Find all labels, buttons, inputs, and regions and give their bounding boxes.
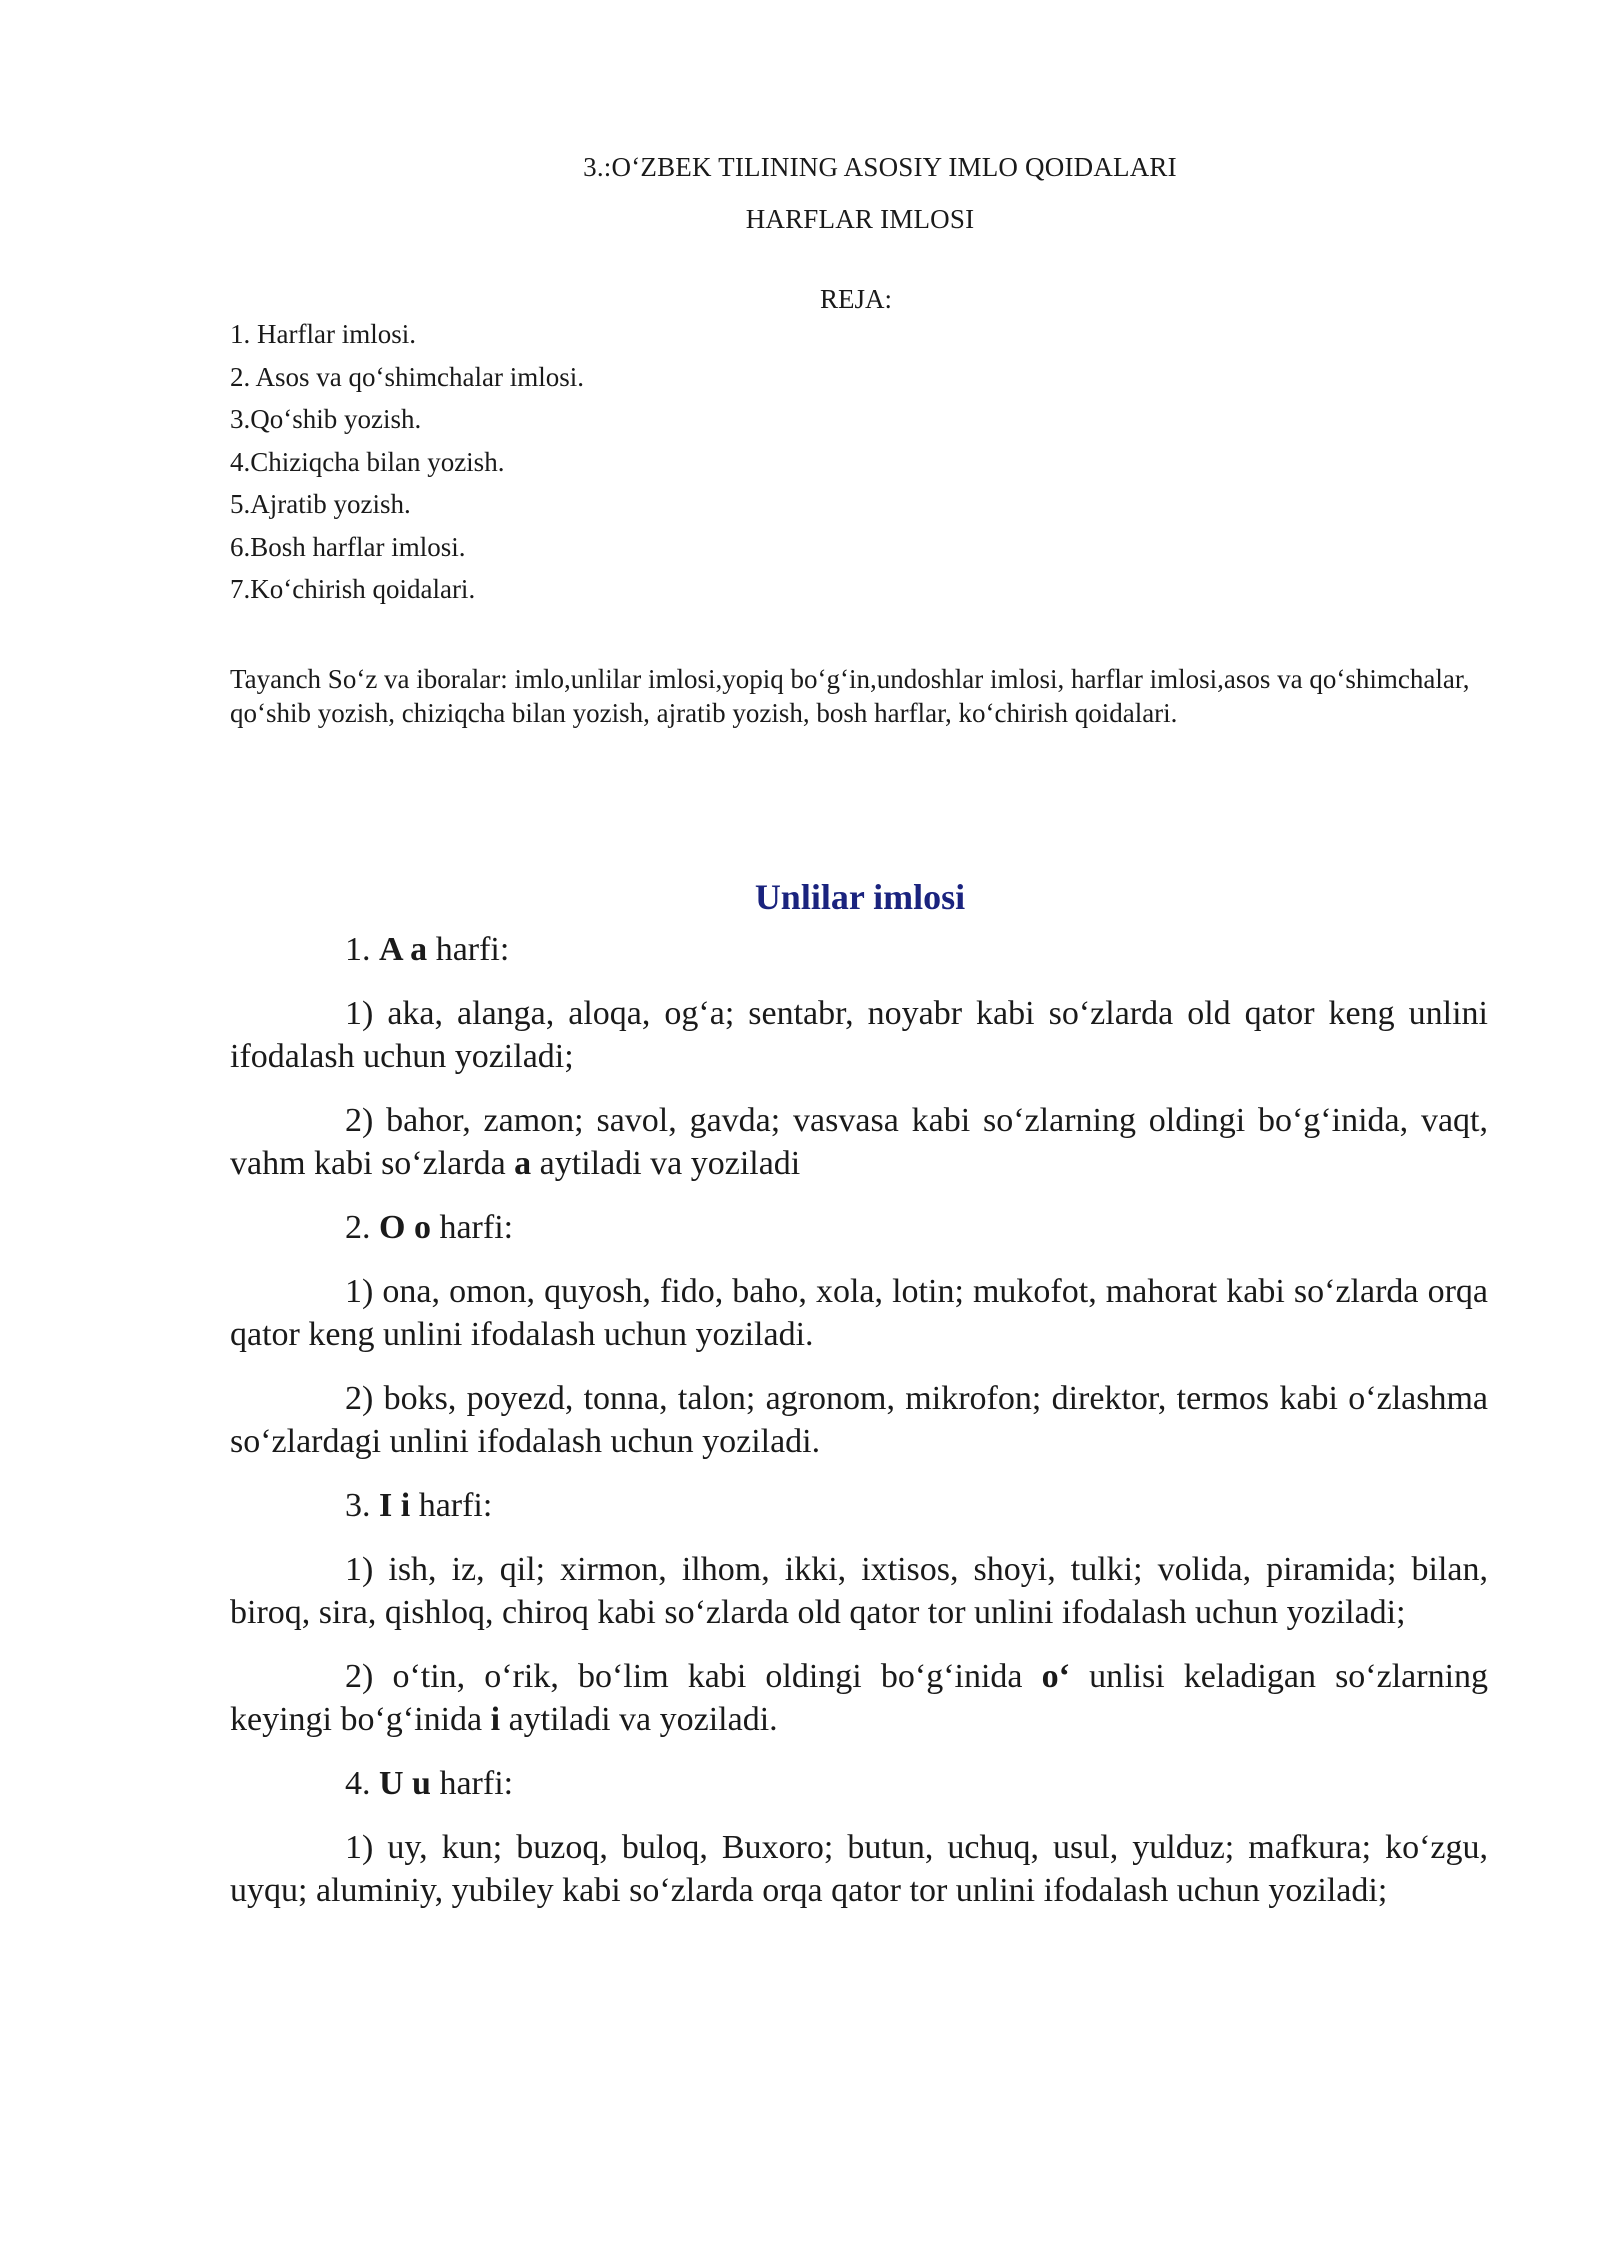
plan-item: 3.Qo‘shib yozish. bbox=[230, 404, 422, 434]
keywords-paragraph: Tayanch So‘z va iboralar: imlo,unlilar imlosi,yopiq bo‘g‘in,undoshlar imlosi, harflar imlosi,asos va qo‘shimchalar, qo‘shib yozish, chiziqcha bilan yozish, ajratib yozish, bosh harflar, ko‘chirish qoidalari. bbox=[230, 664, 1470, 728]
plan-item: 5.Ajratib yozish. bbox=[230, 489, 411, 519]
rule-paragraph: 2) o‘tin, o‘rik, bo‘lim kabi oldingi bo‘g‘inida o‘ unlisi keladigan so‘zlarning keyingi bo‘g‘inida i aytiladi va yoziladi. bbox=[230, 1658, 1489, 1738]
rule-paragraph: 1) ona, omon, quyosh, fido, baho, xola, lotin; mukofot, mahorat kabi so‘zlarda orqa qator keng unlini ifodalash uchun yoziladi. bbox=[230, 1273, 1488, 1353]
letter-heading-i bbox=[230, 1484, 1488, 1527]
letter-glyph: A a bbox=[379, 931, 428, 968]
letter-suffix: harfi: bbox=[418, 1487, 493, 1524]
letter-suffix: harfi: bbox=[439, 1765, 514, 1802]
letter-heading-u bbox=[230, 1762, 1488, 1805]
letter-number: 1. bbox=[345, 931, 371, 968]
rule-paragraph: 1) ish, iz, qil; xirmon, ilhom, ikki, ixtisos, shoyi, tulki; volida, piramida; bilan, biroq, sira, qishloq, chiroq kabi so‘zlarda old qator tor unlini ifodalash uchun yoziladi; bbox=[230, 1551, 1488, 1631]
plan-item: 4.Chiziqcha bilan yozish. bbox=[230, 446, 505, 477]
letter-glyph: I i bbox=[379, 1487, 411, 1524]
plan-label: REJA: bbox=[820, 284, 893, 314]
plan-item: 6.Bosh harflar imlosi. bbox=[230, 531, 466, 562]
letter-suffix: harfi: bbox=[435, 931, 510, 968]
letter-heading-a bbox=[230, 928, 1488, 971]
letter-number: 2. bbox=[345, 1209, 371, 1246]
plan-item: 7.Ko‘chirish qoidalari. bbox=[230, 574, 476, 604]
letter-suffix: harfi: bbox=[439, 1209, 514, 1246]
letter-number: 4. bbox=[345, 1765, 371, 1802]
letter-heading-o bbox=[230, 1206, 1488, 1249]
rule-paragraph: 2) boks, poyezd, tonna, talon; agronom, mikrofon; direktor, termos kabi o‘zlashma so‘zlardagi unlini ifodalash uchun yoziladi. bbox=[230, 1380, 1488, 1460]
section-heading: Unlilar imlosi bbox=[754, 877, 966, 917]
plan-item: 1. Harflar imlosi. bbox=[230, 319, 416, 349]
plan-list bbox=[230, 318, 584, 616]
rule-paragraph: 1) uy, kun; buzoq, buloq, Buxoro; butun, uchuq, usul, yulduz; mafkura; ko‘zgu, uyqu; aluminiy, yubiley kabi so‘zlarda orqa qator tor unlini ifodalash uchun yoziladi; bbox=[230, 1829, 1488, 1909]
letter-number: 3. bbox=[345, 1487, 371, 1524]
letter-glyph: U u bbox=[379, 1765, 431, 1802]
rule-paragraph: 2) bahor, zamon; savol, gavda; vasvasa kabi so‘zlarning oldingi bo‘g‘inida, vaqt, vahm kabi so‘zlarda a aytiladi va yoziladi bbox=[230, 1102, 1488, 1182]
document-title: 3.:O‘ZBEK TILINING ASOSIY IMLO QOIDALARI bbox=[583, 152, 1177, 182]
rule-paragraph: 1) aka, alanga, aloqa, og‘a; sentabr, noyabr kabi so‘zlarda old qator keng unlini ifodalash uchun yoziladi; bbox=[230, 995, 1488, 1075]
document-subtitle: HARFLAR IMLOSI bbox=[745, 204, 975, 234]
letter-glyph: O o bbox=[379, 1209, 431, 1246]
body-text bbox=[230, 928, 1488, 1933]
plan-item: 2. Asos va qo‘shimchalar imlosi. bbox=[230, 361, 584, 392]
